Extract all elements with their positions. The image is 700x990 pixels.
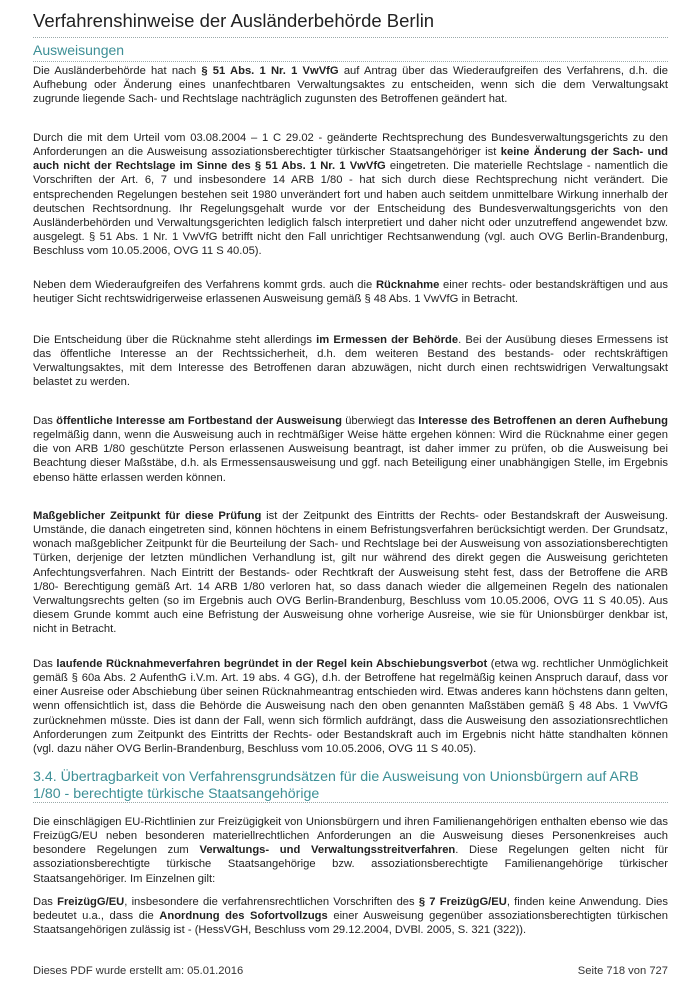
paragraph-wiederaufgreifen: Die Ausländerbehörde hat nach § 51 Abs. 1 Nr. 1 VwVfG auf Antrag über das Wiederaufgreifen des Verfahrens, d.h. die Aufhebung oder Änderung eines unanfechtbaren Verwaltungsaktes zu entscheiden, wenn sich die dem Verwaltungsakt zugrunde liegende Sach- und Rechtslage nachträglich zugunsten des Betroffenen geändert hat.	[33, 65, 668, 106]
document-title: Verfahrenshinweise der Ausländerbehörde Berlin	[33, 10, 435, 31]
paragraph-ruecknahme: Neben dem Wiederaufgreifen des Verfahrens kommt grds. auch die Rücknahme einer rechts- oder bestandskräftigen und aus heutiger Sicht rechtswidrigerweise erlassenen Ausweisung gemäß § 48 Abs. 1 VwVfG in Betracht.	[33, 279, 668, 306]
paragraph-freizuegg: Das FreizügG/EU, insbesondere die verfahrensrechtlichen Vorschriften des § 7 FreizügG/EU, finden keine Anwendung. Dies bedeutet u.a., dass die Anordnung des Sofortvollzugs einer Ausweisung gegenüber assoziationsberechtigten türkischen Staatsangehörigen zulässig ist - (HessVGH, Beschluss vom 29.12.2004, DVBl. 2005, S. 321 (322)).	[33, 896, 669, 937]
paragraph-eu-richtlinien: Die einschlägigen EU-Richtlinien zur Freizügigkeit von Unionsbürgern und ihren Familienangehörigen enthalten ebenso wie das FreizügG/EU neben besonderen materiellrechtlichen Anforderungen an die Ausweisung dieses Personenkreises auch besondere Regelungen zum Verwaltungs- und Verwaltungsstreitverfahren. Diese Regelungen gelten nicht für assoziationsberechtigte türkische Staatsangehörige bzw. assoziationsberechtigte Familienangehörige türkischer Staatsangehöriger. Im Einzelnen gilt:	[33, 816, 668, 885]
section-divider	[33, 802, 668, 803]
section-heading-ausweisungen: Ausweisungen	[33, 42, 125, 58]
title-divider	[33, 37, 668, 38]
footer-created-date: Dieses PDF wurde erstellt am: 05.01.2016	[33, 965, 244, 977]
footer-page-number: Seite 718 von 727	[577, 965, 668, 977]
paragraph-rechtsprechung: Durch die mit dem Urteil vom 03.08.2004 – 1 C 29.02 - geänderte Rechtsprechung des Bundesverwaltungsgerichts zu den Anforderungen an die Ausweisung assoziationsberechtigter türkischer Staatsangehöriger ist keine Änderung der Sach- und auch nicht der Rechtslage im Sinne des § 51 Abs. 1 Nr. 1 VwVfG eingetreten. Die materielle Rechtslage - namentlich die Vorschriften der Art. 6, 7 und insbesondere 14 ARB 1/80 - hat sich durch diese Rechtsprechung nicht verändert. Die entsprechenden Regelungen bestehen seit 1980 unverändert fort und haben auch seitdem unmittelbare Wirkung innerhalb der deutschen Rechtsordnung. Ihr Regelungsgehalt wurde vor der Entscheidung des Bundesverwaltungsgerichts von den Ausländerbehörden und Verwaltungsgerichten lediglich falsch interpretiert und daher nicht oder unzutreffend angewendet bzw. ausgelegt. § 51 Abs. 1 Nr. 1 VwVfG betrifft nicht den Fall unrichtiger Rechtsanwendung (vgl. auch OVG Berlin-Brandenburg, Beschluss vom 10.05.2006, OVG 11 S 40.05).	[33, 132, 669, 258]
paragraph-zeitpunkt: Maßgeblicher Zeitpunkt für diese Prüfung ist der Zeitpunkt des Eintritts der Rechts- oder Bestandskraft der Ausweisung. Umstände, die danach eingetreten sind, können höchtens in einem Befristungsverfahren berücksichtigt werden. Der Grundsatz, wonach maßgeblicher Zeitpunkt für die Beurteilung der Sach- und Rechtslage bei der Ausweisung von assoziationsberechtigten Türken, derjenige der letzten mündlichen Verhandlung ist, gilt nur während des direkt gegen die Ausweisung gerichteten Anfechtungsverfahren. Nach Eintritt der Bestands- oder Rechtkraft der Ausweisung steht fest, dass der Betroffene die ARB 1/80- Berechtigung gemäß Art. 14 ARB 1/80 verloren hat, so dass danach wieder die allgemeinen Regeln des nationalen Verwaltungsrechts gelten (so im Ergebnis auch OVG Berlin-Brandenburg, Beschluss vom 10.05.2006, OVG 11 S 40.05). Aus diesem Grunde kommt auch eine Befristung der Ausweisung ohne vorherige Ausreise, wie sie für Unionsbürger denkbar ist, nicht in Betracht.	[33, 510, 669, 636]
paragraph-ermessen: Die Entscheidung über die Rücknahme steht allerdings im Ermessen der Behörde. Bei der Ausübung dieses Ermessens ist das öffentliche Interesse an der Rechtssicherheit, d.h. dem weiteren Bestand des bestands- oder rechtskräftigen Verwaltungsaktes, mit dem Interesse des Betroffenen daran abzuwägen, nicht durch einen rechtswidrigen Verwaltungsakt belastet zu werden.	[33, 334, 668, 389]
paragraph-oeffentliches-interesse: Das öffentliche Interesse am Fortbestand der Ausweisung überwiegt das Interesse des Betroffenen an deren Aufhebung regelmäßig dann, wenn die Ausweisung auch in rechtmäßiger Weise hätte ergehen können: Wird die Rücknahme einer gegen die von ARB 1/80 geschützte Person erlassenen Ausweisung beantragt, ist daher immer zu prüfen, ob die Ausweisung bei Beachtung dieser Maßstäbe, d.h. als Ermessensausweisung und ggf. nach Beteiligung einer unabhängigen Stelle, im Ergebnis ebenso hätte erlassen werden können.	[33, 415, 668, 484]
section-heading-3-4: 3.4. Übertragbarkeit von Verfahrensgrundsätzen für die Ausweisung von Unionsbürgern auf ARB 1/80 - berechtigte türkische Staatsangehörige	[33, 769, 639, 802]
section-divider	[33, 61, 668, 62]
paragraph-abschiebungsverbot: Das laufende Rücknahmeverfahren begründet in der Regel kein Abschiebungsverbot (etwa wg. rechtlicher Unmöglichkeit gemäß § 60a Abs. 2 AufenthG i.V.m. Art. 19 abs. 4 GG), d.h. der Betroffene hat regelmäßig keinen Anspruch darauf, dass vor einer Ausreise oder Abschiebung über seinen Rücknahmeantrag entschieden wird. Etwas anderes kann höchstens dann gelten, wenn offensichtlich ist, dass die Behörde die Ausweisung nach den oben genannten Maßstäben gemäß § 48 Abs. 1 VwVfG zurücknehmen müsste. Dies ist dann der Fall, wenn sich förmlich aufdrängt, dass die Ausweisung den assoziationsrechtlichen Anforderungen zum Zeitpunkt des Eintritts der Rechts- oder Bestandskraft auch im Ergebnis nicht hätte standhalten können (vgl. dazu näher OVG Berlin-Brandenburg, Beschluss vom 10.05.2006, OVG 11 S 40.05).	[33, 658, 668, 755]
